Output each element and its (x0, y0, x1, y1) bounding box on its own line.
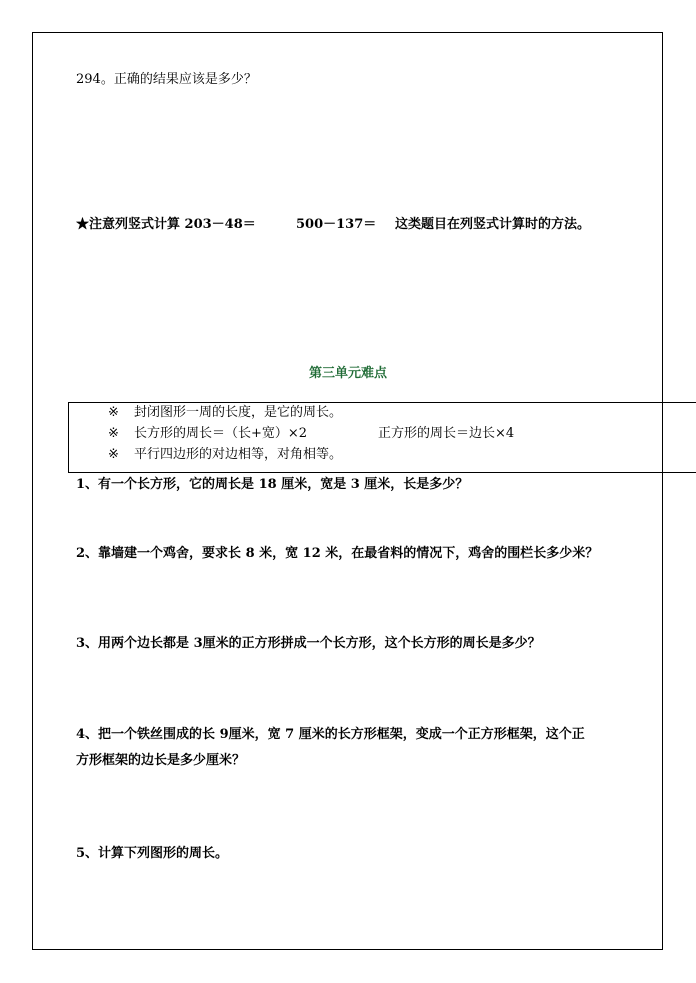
section-title: 第三单元难点 (308, 366, 387, 381)
key-point-3 (108, 446, 342, 464)
attention-star-text: ★注意列竖式计算 203－48＝ (76, 217, 256, 232)
key-point-1-text: 封闭图形一周的长度，是它的周长。 (134, 405, 343, 420)
reference-mark-icon: ※ (108, 405, 119, 420)
key-point-2b-text: 正方形的周长＝边长×4 (378, 426, 515, 441)
reference-mark-icon: ※ (108, 426, 119, 441)
question-5: 5、计算下列图形的周长。 (76, 846, 229, 861)
question-4-line-1: 4、把一个铁丝围成的长 9厘米，宽 7 厘米的长方形框架，变成一个正方形框架，这个正 (76, 727, 585, 742)
question-1: 1、有一个长方形，它的周长是 18 厘米，宽是 3 厘米，长是多少？ (76, 477, 469, 492)
attention-line (76, 216, 256, 234)
key-point-2a-text: 长方形的周长＝（长+宽）×2 (134, 426, 308, 441)
question-3: 3、用两个边长都是 3厘米的正方形拼成一个长方形，这个长方形的周长是多少？ (76, 636, 541, 651)
question-4-line-2: 方形框架的边长是多少厘米？ (76, 753, 246, 768)
question-2: 2、靠墙建一个鸡舍，要求长 8 米，宽 12 米，在最省料的情况下，鸡舍的围栏长多少米？ (76, 546, 599, 561)
reference-mark-icon: ※ (108, 447, 119, 462)
key-point-3-text: 平行四边形的对边相等，对角相等。 (134, 447, 343, 462)
key-point-2 (108, 425, 307, 443)
intro-line: 294。正确的结果应该是多少？ (76, 72, 257, 87)
key-point-1 (108, 404, 342, 422)
attention-expr2: 500－137＝ (296, 217, 377, 232)
attention-tail: 这类题目在列竖式计算时的方法。 (395, 217, 591, 232)
